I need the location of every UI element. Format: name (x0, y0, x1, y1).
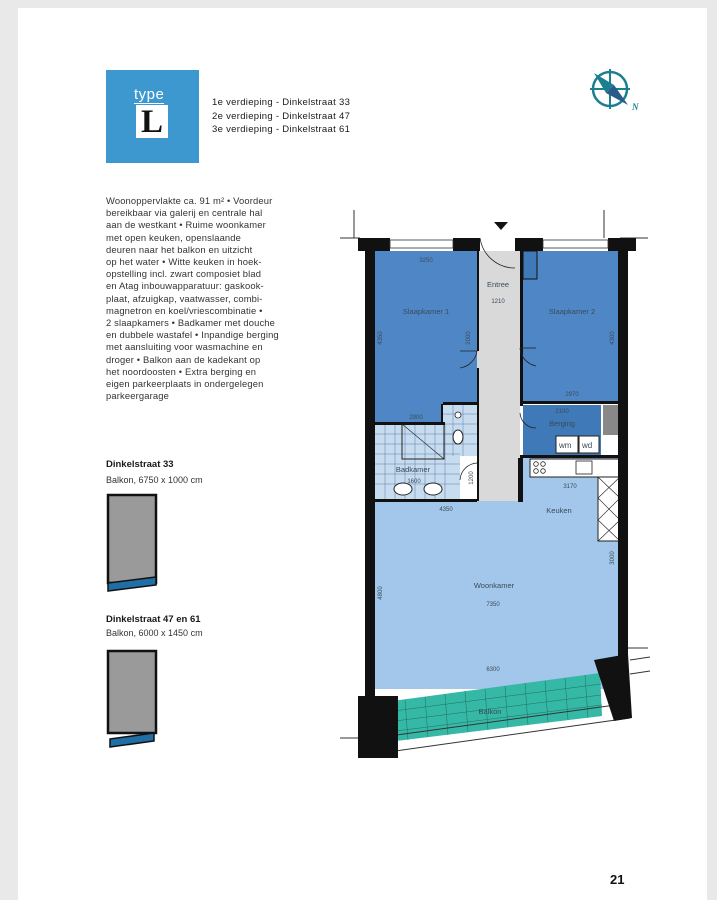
floor-line: 1e verdieping - Dinkelstraat 33 (212, 97, 351, 108)
room-woonkamer (375, 501, 620, 689)
floor-list (212, 96, 412, 137)
dim-slaapkamer-1-width: 3250 (419, 258, 433, 264)
dim-woonkamer-width: 7350 (486, 602, 500, 608)
sink-icon (576, 461, 592, 474)
dim-woonkamer-bottom: 6300 (486, 667, 500, 673)
description-line: magnetron en koel/vriescombinatie • (106, 304, 263, 316)
balcony-title-47-61: Dinkelstraat 47 en 61 (106, 614, 201, 625)
page-number: 21 (610, 872, 625, 887)
description-line: bereikbaar via galerij en centrale hal (106, 207, 263, 219)
shaft (603, 405, 620, 435)
balcony-47-61-icon (106, 649, 160, 749)
description-line: opstelling incl. zwart composiet blad (106, 268, 262, 280)
label-slaapkamer-2: Slaapkamer 2 (548, 307, 596, 316)
wall-east (618, 238, 628, 658)
label-badkamer: Badkamer (395, 465, 431, 474)
entry-arrow-icon (494, 222, 508, 230)
dim-badkamer-depth: 2000 (466, 331, 472, 345)
description-line: met aansluiting voor wasmachine en (106, 341, 263, 353)
wm-label: wm (559, 441, 572, 450)
balcony-subtitle-47-61: Balkon, 6000 x 1450 cm (106, 628, 203, 638)
description-line: eigen parkeerplaats in ondergelegen (106, 378, 264, 390)
floor-line: 2e verdieping - Dinkelstraat 47 (212, 110, 351, 122)
dim-hal-length: 1200 (469, 471, 475, 485)
description-line: en dubbele wastafel • Inpandige berging (106, 329, 279, 341)
compass-icon (584, 65, 646, 115)
description-line: 2 slaapkamers • Badkamer met douche (106, 317, 276, 329)
label-berging: Berging (549, 419, 575, 428)
brochure-page (18, 8, 707, 900)
balcony-title-33: Dinkelstraat 33 (106, 459, 174, 470)
room-slaapkamer-1 (375, 251, 477, 424)
label-keuken: Keuken (546, 506, 572, 515)
description-line: aan de westkant • Ruime woonkamer (106, 219, 266, 231)
floorplan (330, 208, 655, 768)
dim-slaapkamer-1-bottom: 2900 (409, 415, 423, 421)
dim-slaapkamer-1-depth: 4350 (378, 331, 384, 345)
description-line: en Atag inbouwapparatuur: gaskook- (106, 280, 264, 292)
type-badge (106, 70, 199, 163)
dim-badkamer-small: 1600 (407, 479, 421, 485)
label-balkon: Balkon (478, 707, 502, 716)
dim-woonkamer-depth: 4800 (378, 586, 384, 600)
type-word: type (134, 86, 165, 103)
dim-slaapkamer-2-depth: 4300 (610, 331, 616, 345)
description-line: droger • Balkon aan de kadekant op (106, 353, 261, 365)
wall-west (365, 238, 375, 698)
type-letter: L (136, 105, 168, 138)
dim-entree-width: 1210 (491, 299, 505, 305)
description-line: deuren naar het balkon en uitzicht (106, 243, 253, 255)
description-line: parkeergarage (106, 390, 169, 402)
compass-north-label: N (632, 102, 639, 112)
balcony-subtitle-33: Balkon, 6750 x 1000 cm (106, 475, 203, 485)
room-slaapkamer-2 (523, 251, 620, 401)
dim-keuken-depth: 3000 (610, 551, 616, 565)
description-line: met open keuken, openslaande (106, 231, 242, 243)
description (106, 195, 311, 402)
description-line: op het water • Witte keuken in hoek- (106, 256, 262, 268)
label-entree: Entree (486, 280, 510, 289)
description-line: het noordoosten • Extra berging en (106, 365, 257, 377)
description-line: plaat, afzuigkap, vaatwasser, combi- (106, 292, 263, 304)
floor-line: 3e verdieping - Dinkelstraat 61 (212, 124, 351, 135)
dim-gang-width: 4350 (439, 507, 453, 513)
dim-slaapkamer-2-bottom: 2970 (565, 392, 579, 398)
description-line: Woonoppervlakte ca. 91 m² • Voordeur (106, 195, 273, 206)
label-slaapkamer-1: Slaapkamer 1 (402, 307, 450, 316)
wd-label: wd (582, 441, 593, 450)
balcony-33-icon (106, 493, 160, 598)
dim-berging-width: 2100 (555, 409, 569, 415)
label-woonkamer: Woonkamer (473, 581, 515, 590)
dim-keuken-width: 3170 (563, 484, 577, 490)
